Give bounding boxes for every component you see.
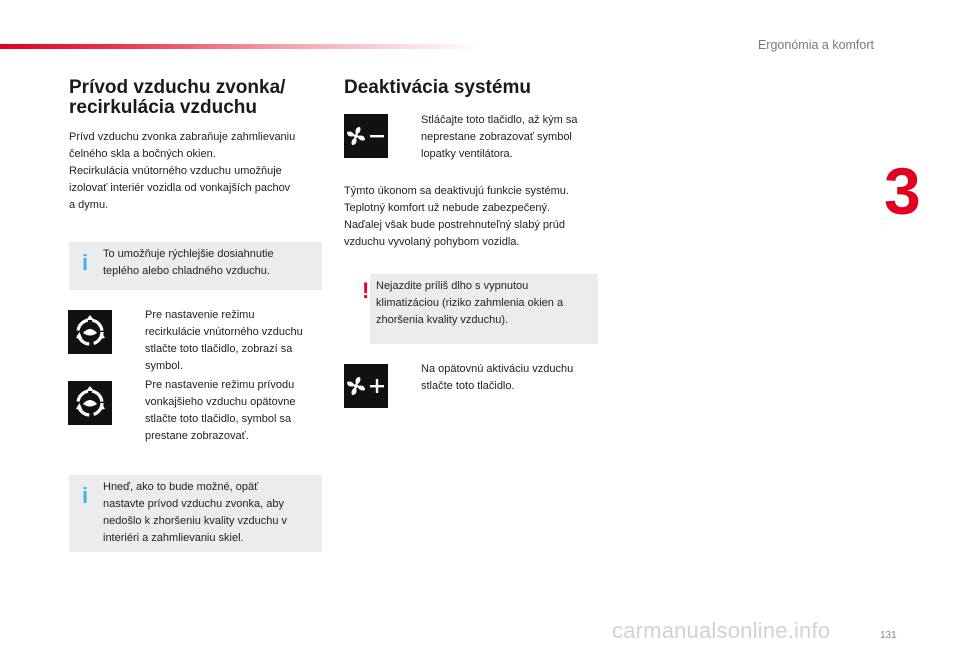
text-line: izolovať interiér vozidla od vonkajších pachov xyxy=(69,182,291,194)
deactivation-paragraph xyxy=(344,183,599,251)
section-title-air-intake xyxy=(69,78,329,118)
fan-minus-icon xyxy=(344,114,388,158)
info-text: To umožňuje rýchlejšie dosiahnutie teplého alebo chladného vzduchu. xyxy=(103,248,274,277)
text-line: vzduchu vyvolaný pohybom vozidla. xyxy=(344,236,520,248)
chapter-number: 3 xyxy=(884,154,921,228)
text-line: Recirkulácia vnútorného vzduchu umožňuje xyxy=(69,165,282,177)
text-line: Naďalej však bude postrehnuteľný slabý prúd xyxy=(344,219,565,231)
page-number: 131 xyxy=(880,630,897,641)
fan-plus-button-icon xyxy=(344,364,388,408)
info-text: Hneď, ako to bude možné, opäť nastavte prívod vzduchu zvonka, aby nedošlo k zhoršeniu kvality vzduchu v interiéri a zahmlievaniu skiel. xyxy=(103,481,288,544)
header-accent-bar xyxy=(0,44,480,49)
title-line: Deaktivácia systému xyxy=(344,77,531,98)
section-title-deactivation xyxy=(344,78,604,98)
recirculation-button-icon xyxy=(68,310,112,354)
intro-paragraph xyxy=(69,129,324,214)
recirculation-button-icon xyxy=(68,381,112,425)
recirculation-icon xyxy=(68,381,112,425)
info-icon: i xyxy=(82,250,89,275)
info-icon: i xyxy=(82,483,89,508)
title-line: Prívod vzduchu zvonka/ xyxy=(69,77,286,98)
fan-minus-button-icon xyxy=(344,114,388,158)
info-box-restore-intake xyxy=(69,475,322,552)
text-line: Týmto úkonom sa deaktivujú funkcie systému. xyxy=(344,185,569,197)
text-line: Teplotný komfort už nebude zabezpečený. xyxy=(344,202,551,214)
warning-icon: ! xyxy=(362,278,370,303)
fan-plus-icon xyxy=(344,364,388,408)
text-line: čelného skla a bočných okien. xyxy=(69,148,216,160)
info-box-faster-comfort xyxy=(69,242,322,290)
text-line: Prívd vzduchu zvonka zabraňuje zahmlievaniu xyxy=(69,131,296,143)
title-line: recirkulácia vzduchu xyxy=(69,97,257,118)
text-line: a dymu. xyxy=(69,199,109,211)
watermark: carmanualsonline.info xyxy=(612,618,831,643)
warning-box-fogging xyxy=(362,274,598,344)
recirculation-icon xyxy=(68,310,112,354)
warning-text: Nejazdite príliš dlho s vypnutou klimatizáciou (riziko zahmlenia okien a zhoršenia kvality vzduchu). xyxy=(376,280,564,326)
chapter-title: Ergonómia a komfort xyxy=(757,38,874,52)
